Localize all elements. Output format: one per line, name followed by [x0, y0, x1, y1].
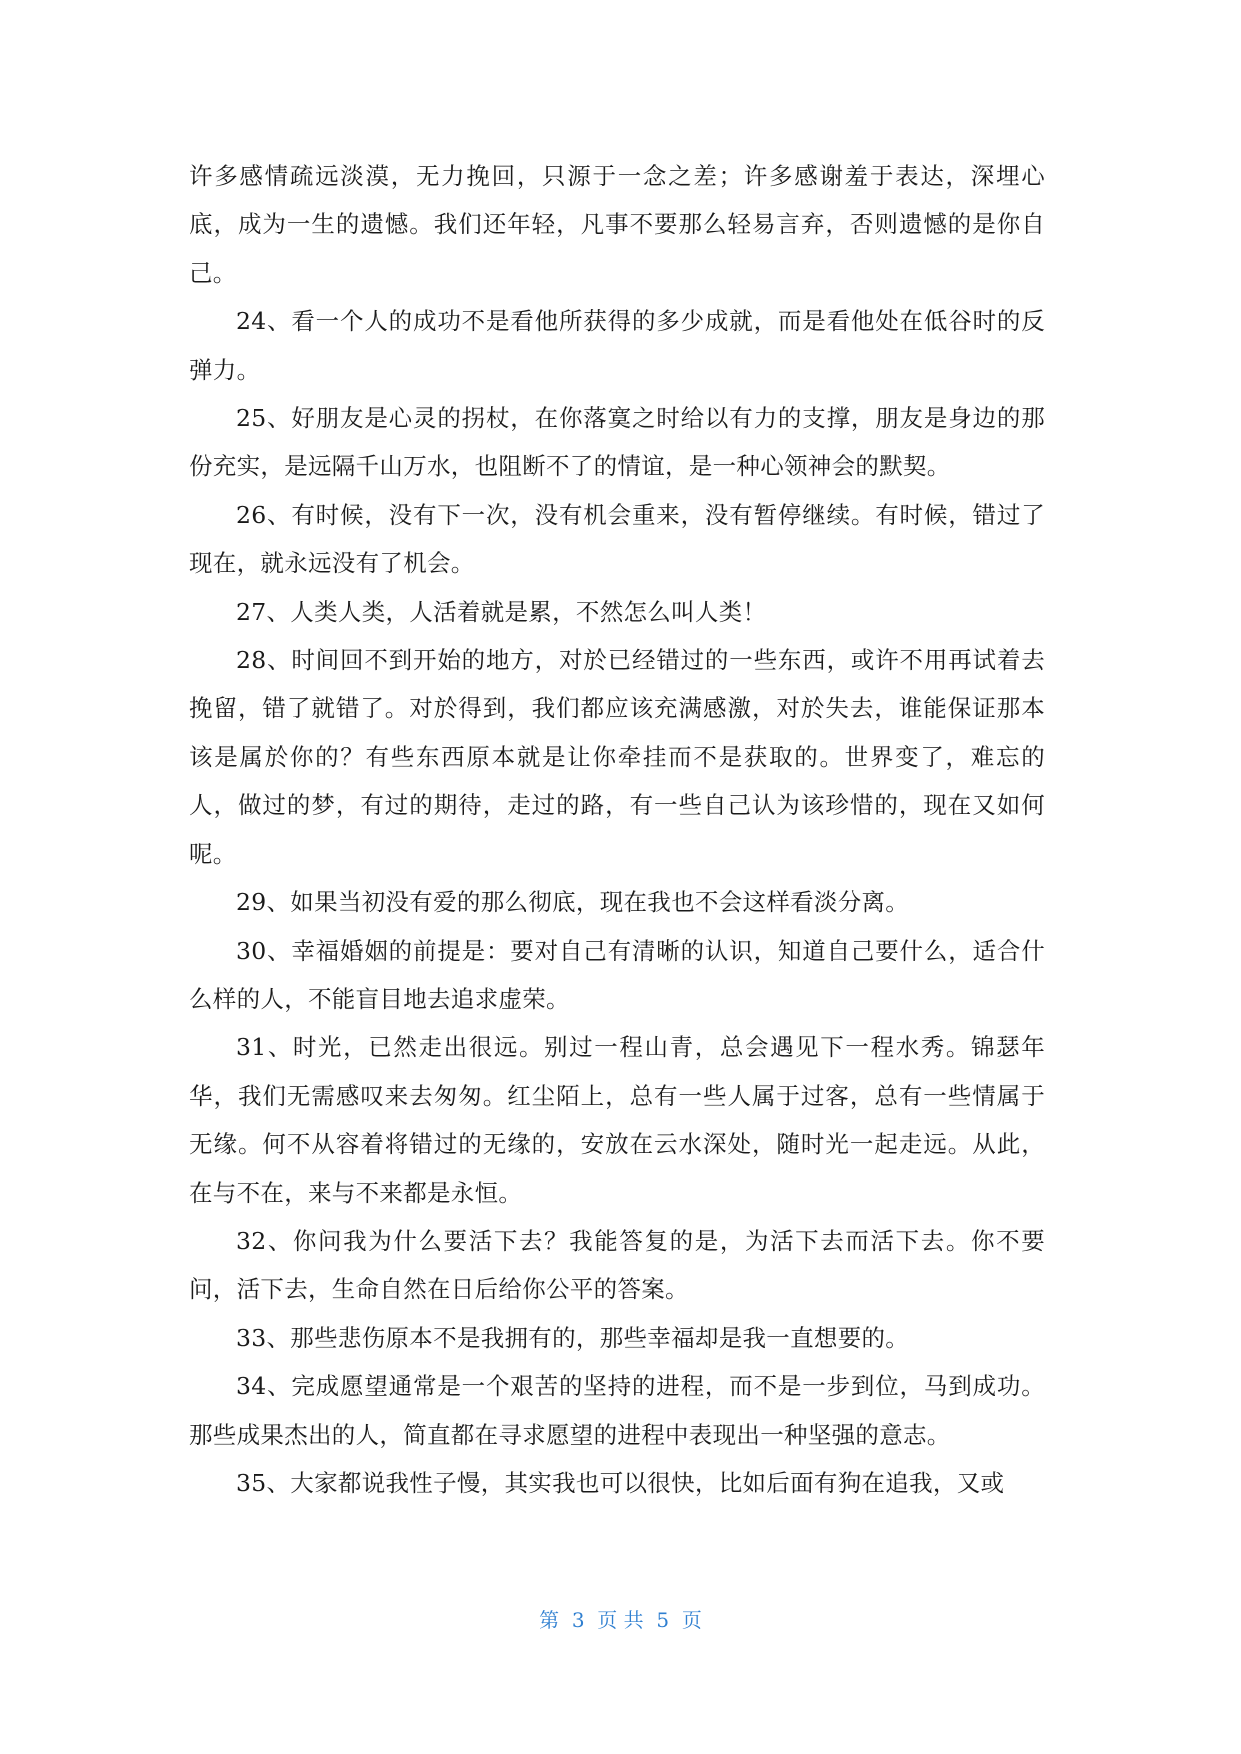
paragraph-continued: 许多感情疏远淡漠，无力挽回，只源于一念之差；许多感谢羞于表达，深埋心底，成为一生的遗憾。我们还年轻，凡事不要那么轻易言弃，否则遗憾的是你自己。 — [189, 162, 1045, 287]
paragraph-29: 29、如果当初没有爱的那么彻底，现在我也不会这样看淡分离。 — [236, 888, 910, 917]
paragraph-33: 33、那些悲伤原本不是我拥有的，那些幸福却是我一直想要的。 — [236, 1323, 910, 1352]
paragraph-28: 28、时间回不到开始的地方，对於已经错过的一些东西，或许不用再试着去挽留，错了就错了。对於得到，我们都应该充满感激，对於失去，谁能保证那本该是属於你的？有些东西原本就是让你牵挂而不是获取的。世界变了，难忘的人，做过的梦，有过的期待，走过的路，有一些自己认为该珍惜的，现在又如何呢。 — [189, 646, 1045, 868]
paragraph-25: 25、好朋友是心灵的拐杖，在你落寞之时给以有力的支撑，朋友是身边的那份充实，是远隔千山万水，也阻断不了的情谊，是一种心领神会的默契。 — [189, 404, 1045, 481]
paragraph-24: 24、看一个人的成功不是看他所获得的多少成就，而是看他处在低谷时的反弹力。 — [189, 307, 1045, 384]
page-number-footer: 第 3 页 共 5 页 — [539, 1608, 702, 1632]
paragraph-32: 32、你问我为什么要活下去？我能答复的是，为活下去而活下去。你不要问，活下去，生命自然在日后给你公平的答案。 — [189, 1226, 1045, 1304]
paragraph-26: 26、有时候，没有下一次，没有机会重来，没有暂停继续。有时候，错过了现在，就永远没有了机会。 — [189, 500, 1045, 578]
paragraph-30: 30、幸福婚姻的前提是：要对自己有清晰的认识，知道自己要什么，适合什么样的人，不能盲目地去追求虚荣。 — [189, 936, 1045, 1013]
document-body — [189, 152, 1045, 1507]
paragraph-34: 34、完成愿望通常是一个艰苦的坚持的进程，而不是一步到位，马到成功。那些成果杰出的人，简直都在寻求愿望的进程中表现出一种坚强的意志。 — [189, 1372, 1045, 1449]
paragraph-31: 31、时光，已然走出很远。别过一程山青，总会遇见下一程水秀。锦瑟年华，我们无需感叹来去匆匆。红尘陌上，总有一些人属于过客，总有一些情属于无缘。何不从容着将错过的无缘的，安放在云水深处，随时光一起走远。从此，在与不在，来与不来都是永恒。 — [189, 1033, 1045, 1207]
paragraph-27: 27、人类人类，人活着就是累，不然怎么叫人类！ — [236, 597, 767, 626]
paragraph-35: 35、大家都说我性子慢，其实我也可以很快，比如后面有狗在追我，又或 — [236, 1468, 1005, 1497]
